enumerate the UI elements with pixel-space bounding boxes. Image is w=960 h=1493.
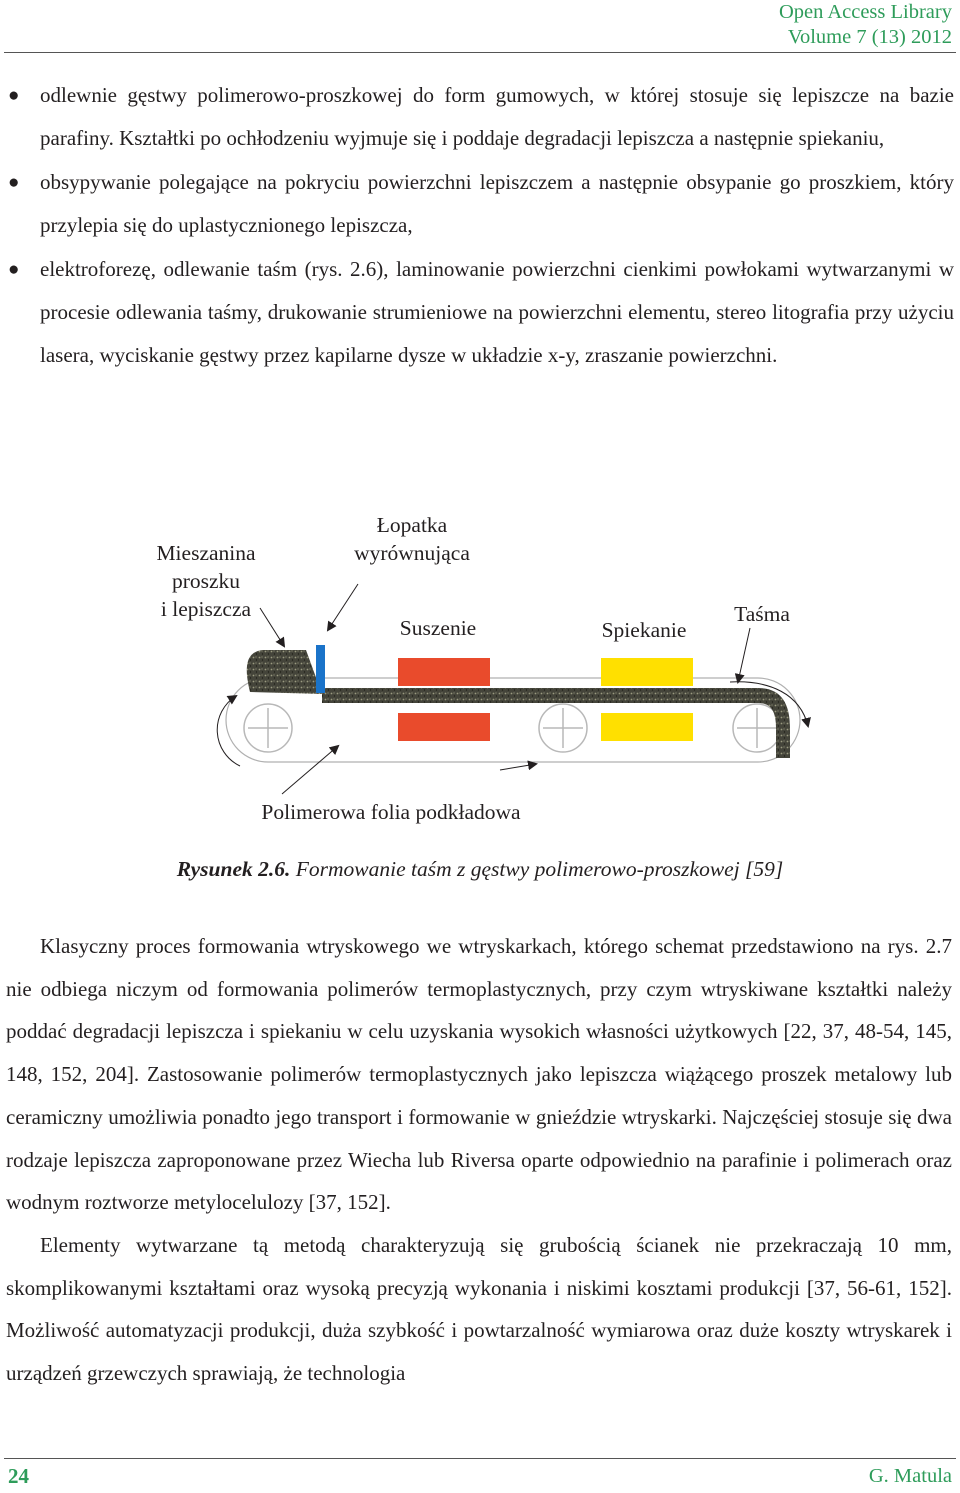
footer-divider [4, 1458, 956, 1459]
journal-title: Open Access Library [778, 1, 952, 23]
header-divider [4, 52, 956, 53]
label-sintering: Spiekanie [601, 618, 687, 642]
label-drying: Suszenie [399, 616, 477, 640]
doctor-blade [316, 645, 325, 693]
tape-arrow [738, 628, 750, 682]
blade-arrow [328, 584, 358, 630]
list-item [0, 161, 960, 248]
bullet-list [0, 74, 960, 378]
slurry-reservoir [247, 650, 322, 694]
bullet-icon: ● [8, 171, 20, 193]
journal-header [779, 0, 952, 50]
roller-middle [539, 704, 587, 752]
label-mixture: Mieszanina proszku i lepiszcza [156, 541, 256, 621]
rotation-arrow-bottom [500, 764, 536, 770]
tape-casting-figure [0, 500, 960, 845]
list-item [0, 248, 960, 378]
list-item-text: elektroforezę, odlewanie taśm (rys. 2.6), laminowanie powierzchni cienkimi powłokami wytwarzanymi w procesie odlewania taśmy, drukowanie strumieniowe na powierzchni elementu, stereo litografia przy użyciu lasera, wyciskanie gęstwy przez kapilarne dysze w układzie x-y, zraszanie powierzchni. [40, 256, 954, 368]
running-author: G. Matula [868, 1465, 952, 1487]
paragraph: Elementy wytwarzane tą metodą charakteryzują się grubością ścianek nie przekraczają 10 mm, skomplikowanymi kształtami oraz wysoką precyzją wykonania i niskimi kosztami produkcji [37, 56-61, 152]. Możliwość automatyzacji produkcji, duża szybkość i powtarzalność wymiarowa oraz duże koszty wtryskarek i urządzeń grzewczych sprawiają, że technologia [6, 1232, 952, 1386]
caption-text: Formowanie taśm z gęstwy polimerowo-proszkowej [59] [295, 857, 784, 881]
journal-volume: Volume 7 (13) 2012 [787, 26, 952, 48]
list-item [0, 74, 960, 161]
page-number: 24 [8, 1464, 29, 1488]
bullet-icon: ● [8, 258, 20, 280]
label-tape: Taśma [734, 602, 790, 626]
body-text [6, 925, 952, 1395]
list-item-text: obsypywanie polegające na pokryciu powierzchni lepiszczem a następnie obsypanie go proszkiem, który przylepia się do uplastycznionego lepiszcza, [40, 169, 954, 238]
figure-caption [0, 857, 960, 882]
bullet-icon: ● [8, 85, 20, 106]
sintering-heater-bottom [601, 713, 693, 741]
film-arrow [282, 746, 338, 794]
list-item-text: odlewnie gęstwy polimerowo-proszkowej do form gumowych, w której stosuje się lepiszcze na bazie parafiny. Kształtki po ochłodzeniu wyjmuje się i poddaje degradacji lepiszcza a następnie spiekaniu, [40, 83, 954, 151]
paragraph: Klasyczny proces formowania wtryskowego we wtryskarkach, którego schemat przedstawiono na rys. 2.7 nie odbiega niczym od formowania polimerów termoplastycznych, przy czym wtryskiwane kształtki należy poddać degradacji lepiszcza i spiekaniu w celu uzyskania wysokich własności użytkowych [22, 37, 48-54, 145, 148, 152, 204]. Zastosowanie polimerów termoplastycznych jako lepiszcza wiążącego proszek metalowy lub ceramiczny umożliwia ponadto jego transport i formowanie w gnieździe wtryskarki. Najczęściej stosuje się dwa rodzaje lepiszcza zaproponowane przez Wiecha lub Riversa oparte odpowiednio na parafinie i polimerach oraz wodnym roztworze metylocelulozy [37, 152]. [6, 934, 952, 1215]
drying-heater-bottom [398, 713, 490, 741]
roller-left [244, 704, 292, 752]
label-carrier-film: Polimerowa folia podkładowa [261, 800, 521, 824]
sintering-heater-top [601, 658, 693, 686]
label-doctor-blade: Łopatka wyrównująca [354, 513, 470, 565]
drying-heater-top [398, 658, 490, 686]
caption-label: Rysunek 2.6. [176, 857, 291, 881]
